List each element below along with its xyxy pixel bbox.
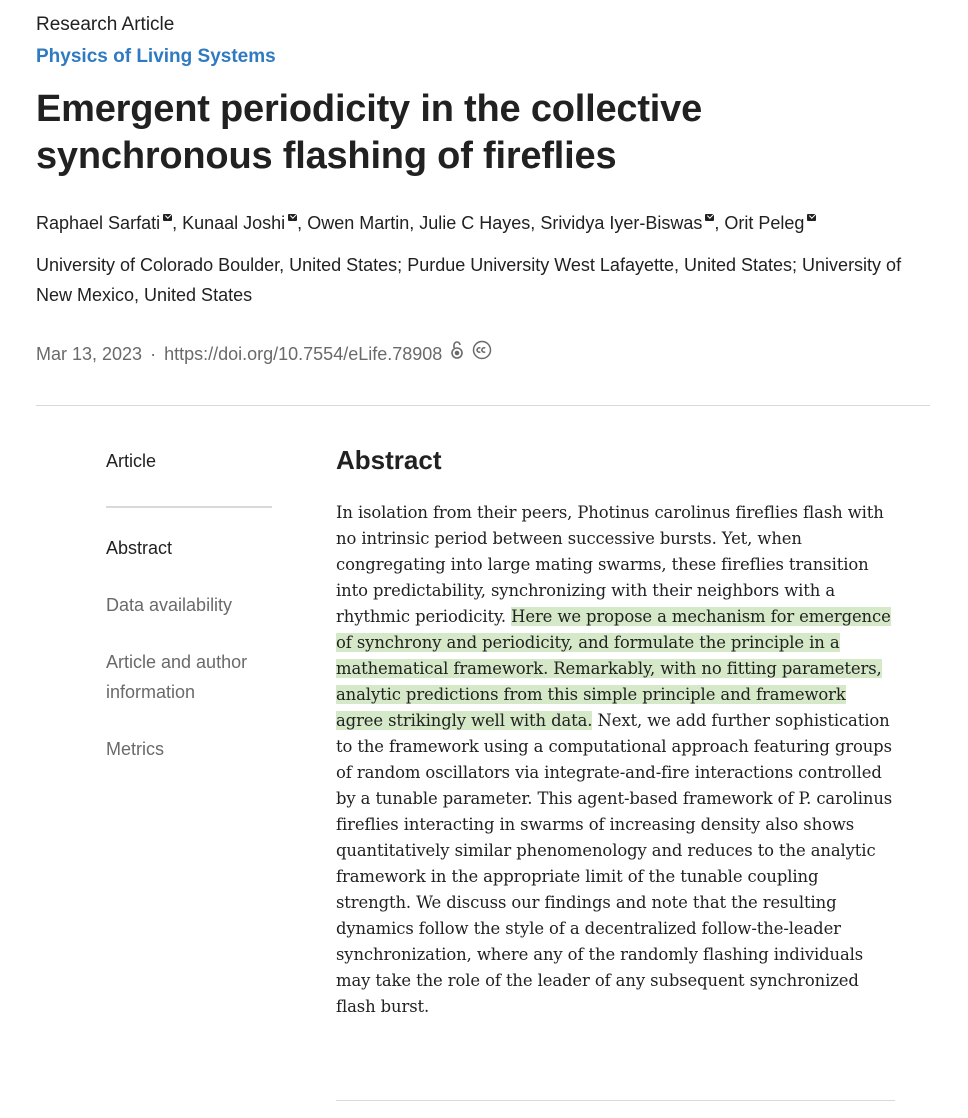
author-separator: ,: [530, 213, 541, 233]
open-access-icon: [450, 340, 464, 367]
author-list: [36, 210, 936, 236]
author-name[interactable]: Orit Peleg: [724, 213, 805, 233]
doi-link[interactable]: https://doi.org/10.7554/eLife.78908: [164, 343, 443, 364]
sidebar-item-label[interactable]: Abstract: [106, 538, 173, 558]
email-icon[interactable]: [807, 214, 816, 221]
author-item[interactable]: [724, 213, 816, 233]
sidebar-item-label[interactable]: Metrics: [106, 739, 164, 759]
article-sidebar-nav: [106, 446, 272, 791]
email-icon[interactable]: [705, 214, 714, 221]
author-separator: ,: [714, 213, 725, 233]
abstract-section: [336, 442, 896, 1036]
meta-separator: ·: [150, 343, 157, 364]
author-item[interactable]: [182, 213, 297, 233]
sidebar-item-abstract[interactable]: [106, 533, 272, 563]
sidebar-section-list: [106, 533, 272, 764]
author-separator: ,: [172, 213, 183, 233]
abstract-text-part: Next, we add further sophistication to the framework using a computational approach featuring groups of random oscillators via integrate-and-fire interactions controlled by a tunable parameter. This agent-based framework of P. carolinus fireflies interacting in swarms of increasing density also shows quantitatively similar phenomenology and reduces to the analytic framework in the appropriate limit of the tunable coupling strength. We discuss our findings and note that the resulting dynamics follow the style of a decentralized follow-the-leader synchronization, where any of the randomly flashing individuals may take the role of the leader of any subsequent synchronized flash burst.: [336, 711, 893, 1016]
sidebar-divider: [106, 506, 272, 508]
sidebar-item-label[interactable]: Article and author information: [106, 652, 248, 702]
publish-date: Mar 13, 2023: [36, 343, 143, 364]
author-item[interactable]: [419, 213, 530, 233]
sidebar-item-data-availability[interactable]: [106, 590, 272, 620]
email-icon[interactable]: [288, 214, 297, 221]
author-item[interactable]: [307, 213, 409, 233]
abstract-text: [336, 500, 896, 1020]
section-divider: [336, 1100, 895, 1101]
page-title: Emergent periodicity in the collective synchronous flashing of fireflies: [36, 88, 703, 177]
abstract-highlighted-text: Here we propose a mechanism for emergence of synchrony and periodicity, and formulate the principle in a mathematical framework. Remarkably, with no fitting parameters, analytic predictions from this simple principle and framework agree strikingly well with data.: [336, 607, 891, 730]
sidebar-item-label[interactable]: Data availability: [106, 595, 233, 615]
article-meta: [36, 340, 936, 367]
author-name[interactable]: Julie C Hayes: [419, 213, 531, 233]
author-separator: ,: [409, 213, 420, 233]
article-header: [36, 12, 936, 367]
author-separator: ,: [297, 213, 308, 233]
creative-commons-icon: [472, 340, 492, 367]
subject-link[interactable]: Physics of Living Systems: [36, 46, 276, 67]
abstract-text-part: In isolation from their peers, Photinus carolinus fireflies flash with no intrinsic period between successive bursts. Yet, when congregating into large mating swarms, these fireflies transition into predictability, synchronizing with their neighbors with a rhythmic periodicity.: [336, 503, 884, 626]
author-item[interactable]: [36, 213, 172, 233]
affiliations: University of Colorado Boulder, United States; Purdue University West Lafayette, United States; University of New Mexico, United States: [36, 255, 902, 305]
sidebar-item-metrics[interactable]: [106, 734, 272, 764]
author-name[interactable]: Owen Martin: [307, 213, 410, 233]
author-item[interactable]: [540, 213, 714, 233]
header-divider: [36, 405, 930, 406]
abstract-heading: Abstract: [336, 445, 442, 475]
author-name[interactable]: Kunaal Joshi: [182, 213, 286, 233]
sidebar-article-link[interactable]: Article: [106, 451, 157, 471]
article-type: Research Article: [36, 14, 175, 35]
author-name[interactable]: Raphael Sarfati: [36, 213, 161, 233]
sidebar-item-article-author-info[interactable]: [106, 647, 272, 707]
author-name[interactable]: Srividya Iyer-Biswas: [540, 213, 703, 233]
email-icon[interactable]: [163, 214, 172, 221]
